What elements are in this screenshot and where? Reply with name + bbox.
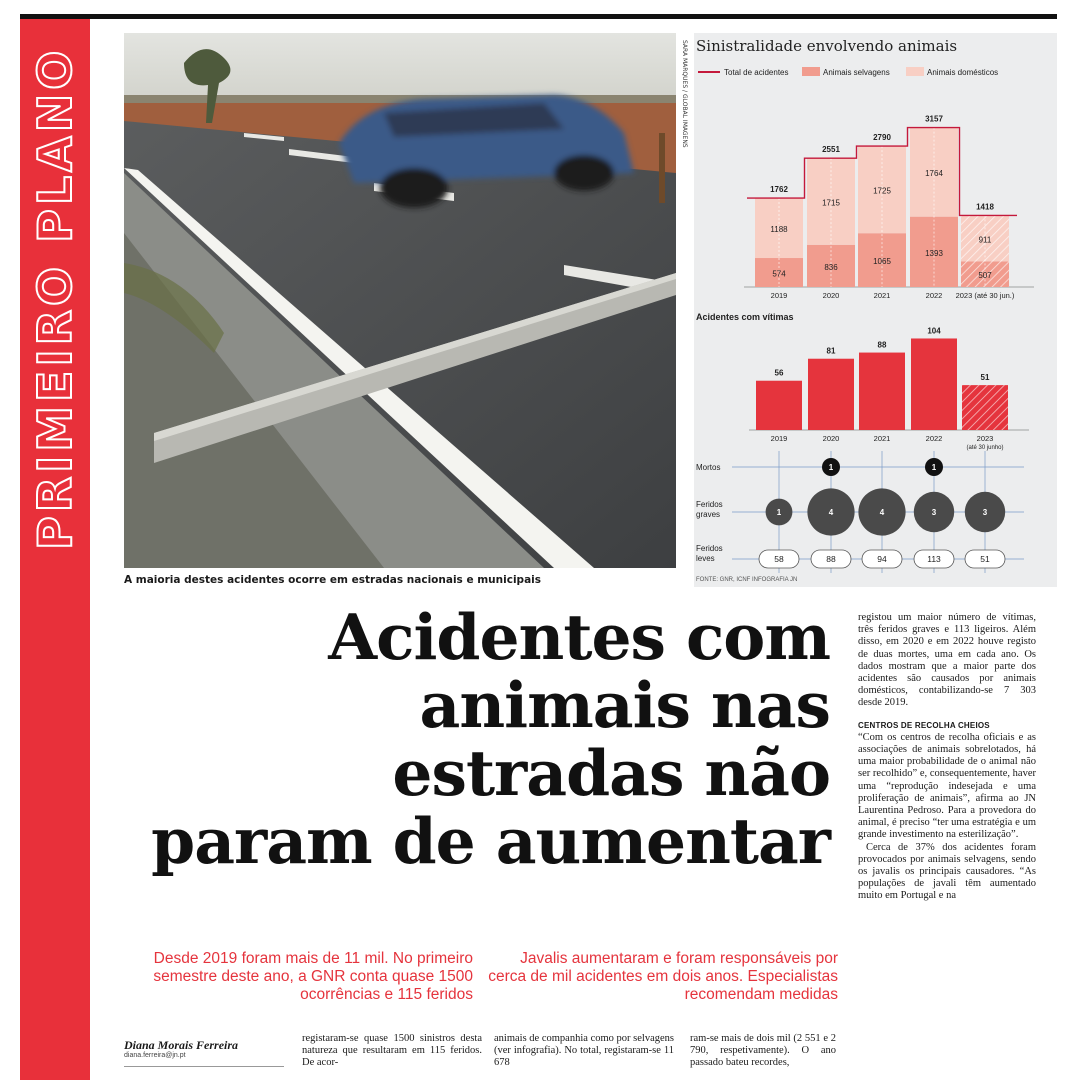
victims-bar-2 [859, 353, 905, 430]
light-label-1: 88 [826, 554, 836, 564]
total-label-2: 2790 [873, 133, 891, 143]
chart2-xlabel-3: 2022 [925, 434, 943, 443]
legend-wild-swatch [802, 67, 820, 76]
headline-line-4: param de aumentar [151, 804, 830, 878]
right-paragraph-3: Cerca de 37% dos acidentes foram provocados por animais selvagens, sendo os javalis os principais causadores. “As populações de javali têm aumentado muito em Portugal e na [858, 841, 1036, 902]
photo-caption: A maioria destes acidentes ocorre em estradas nacionais e municipais [124, 574, 542, 586]
chart1-xlabel-1: 2020 [822, 291, 840, 300]
wild-label-1: 836 [824, 262, 838, 272]
chart2-xlabel-2: 2021 [873, 434, 891, 443]
byline-rule [124, 1066, 284, 1067]
top-rule [20, 14, 1057, 19]
body-column-right [858, 612, 1036, 903]
domestic-label-2: 1725 [873, 186, 891, 196]
victims-label-3: 104 [927, 326, 941, 336]
death-label-3: 1 [931, 463, 937, 472]
legend-domestic-swatch [906, 67, 924, 76]
right-paragraph-1: registou um maior número de vítimas, três feridos graves e 113 ligeiros. Além disso, em 2020 e em 2022 houve registo de duas mortes, uma em cada ano. Os dados mostram que a maior parte dos acidentes são causados por animais domésticos, contabilizando-se 7 303 desde 2019. [858, 612, 1036, 709]
serious-label-2: 4 [879, 508, 885, 517]
wild-label-4: 507 [978, 271, 992, 281]
body-column-4: ram-se mais de dois mil (2 551 e 2 790, respetivamente). O ano passado bateu recordes, [690, 1033, 836, 1069]
serious-label-0: 1 [776, 508, 782, 517]
road-photo [124, 33, 676, 568]
victims-hatch [962, 385, 1008, 430]
section-label: PRIMEIRO PLANO [28, 47, 82, 551]
subheading-1: Desde 2019 foram mais de 11 mil. No primeiro semestre deste ano, a GNR conta quase 1500 ocorrências e 115 feridos [153, 950, 473, 1003]
headline-line-3: estradas não [392, 736, 830, 810]
light-label-0: 58 [774, 554, 784, 564]
row-light-label-2: leves [696, 554, 715, 563]
death-label-1: 1 [828, 463, 834, 472]
section-label-wrap [20, 19, 90, 1080]
row-deaths-label: Mortos [696, 463, 721, 472]
body-column-3: animais de companhia como por selvagens (ver infografia). No total, registaram-se 11 678 [494, 1033, 674, 1069]
chart1-xlabel-4: 2023 (até 30 jun.) [955, 291, 1015, 300]
row-serious-label-1: Feridos [696, 500, 723, 509]
chart2-xlabel-1: 2020 [822, 434, 840, 443]
infographic-source: FONTE: GNR, ICNF INFOGRAFIA JN [696, 577, 798, 583]
victims-label-1: 81 [826, 346, 836, 356]
domestic-label-4: 911 [978, 235, 992, 245]
total-label-3: 3157 [925, 114, 943, 124]
victims-bar-1 [808, 359, 854, 430]
victims-label-2: 88 [877, 340, 887, 350]
row-serious-label-2: graves [696, 510, 721, 519]
light-label-4: 51 [980, 554, 990, 564]
chart1-xlabel-2: 2021 [873, 291, 891, 300]
headline-line-1: Acidentes com [328, 600, 830, 674]
victims-bar-3 [911, 338, 957, 430]
domestic-label-0: 1188 [770, 225, 788, 235]
domestic-label-3: 1764 [925, 169, 943, 179]
chart2-xlabel-4: 2023 [976, 434, 994, 443]
serious-label-4: 3 [982, 508, 988, 517]
wild-label-3: 1393 [925, 248, 943, 258]
chart1-xlabel-0: 2019 [770, 291, 788, 300]
legend-domestic-label: Animais domésticos [927, 68, 999, 77]
serious-label-3: 3 [931, 508, 937, 517]
wild-label-0: 574 [772, 269, 786, 279]
headline [118, 600, 830, 878]
legend-wild-label: Animais selvagens [823, 68, 890, 77]
total-label-4: 1418 [976, 202, 994, 212]
infographic [694, 33, 1057, 587]
subheading-2: Javalis aumentaram e foram responsáveis por cerca de mil acidentes em dois anos. Especialistas recomendam medidas [488, 950, 838, 1003]
row-light-label-1: Feridos [696, 544, 723, 553]
victims-label-0: 56 [774, 368, 784, 378]
author-name: Diana Morais Ferreira [124, 1038, 239, 1052]
section-band [20, 19, 90, 1080]
photo-credit: SARA MARQUES / GLOBAL IMAGENS [681, 40, 688, 148]
victims-title: Acidentes com vítimas [696, 312, 794, 322]
light-label-2: 94 [877, 554, 887, 564]
total-label-0: 1762 [770, 185, 788, 195]
legend-total-label: Total de acidentes [724, 68, 789, 77]
right-paragraph-2: “Com os centros de recolha oficiais e as associações de animais sobrelotados, há uma maior probabilidade de o animal não ser recolhido” e, consequentemente, haver uma “reprodução indesejada e uma proliferação de animais”, afirma ao JN Laurentina Pedroso. Para a provedora do animal, é preciso “ter uma estratégia e um grande investimento na esterilização”. [858, 731, 1036, 841]
chart2-xlabel-0: 2019 [770, 434, 788, 443]
serious-label-1: 4 [828, 508, 834, 517]
light-label-3: 113 [927, 554, 941, 564]
headline-line-2: animais nas [419, 668, 830, 742]
chart2-xnote-4: (até 30 junho) [966, 445, 1004, 451]
infographic-title: Sinistralidade envolvendo animais [696, 37, 958, 55]
wild-label-2: 1065 [873, 257, 891, 267]
total-label-1: 2551 [822, 145, 840, 155]
chart1-xlabel-3: 2022 [925, 291, 943, 300]
victims-bar-0 [756, 381, 802, 430]
right-subhead: CENTROS DE RECOLHA CHEIOS [858, 720, 990, 730]
body-column-2: registaram-se quase 1500 sinistros desta natureza que resultaram em 115 feridos. De acor- [302, 1033, 482, 1069]
victims-label-4: 51 [980, 373, 990, 383]
author-email[interactable]: diana.ferreira@jn.pt [124, 1052, 186, 1059]
domestic-label-1: 1715 [822, 198, 840, 208]
